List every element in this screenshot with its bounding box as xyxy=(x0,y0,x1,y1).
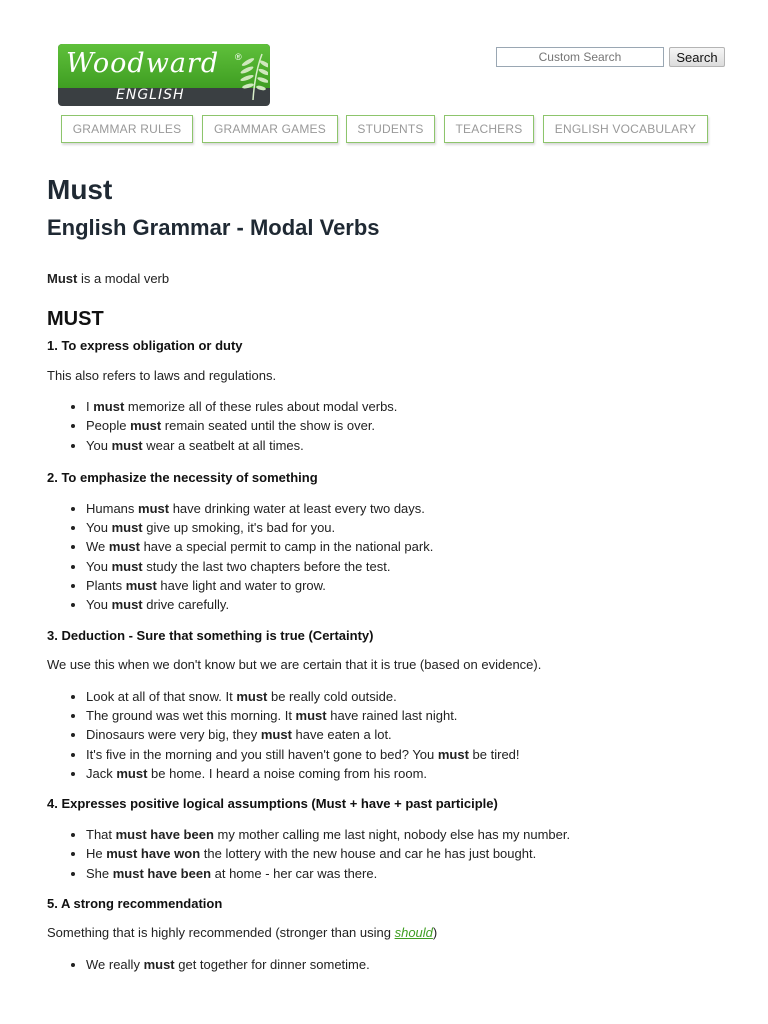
example-text: We really xyxy=(86,957,144,973)
point-1 xyxy=(47,337,727,455)
point-title: 3. Deduction - Sure that something is true (Certainty) xyxy=(47,627,374,643)
example-text: have rained last night. xyxy=(326,707,458,723)
modal-keyword: must have been xyxy=(112,865,212,881)
example-text: You xyxy=(86,558,112,574)
modal-keyword: must have won xyxy=(106,846,201,862)
modal-keyword: must xyxy=(116,765,148,781)
example-text: You xyxy=(86,437,112,453)
example-text: remain seated until the show is over. xyxy=(161,418,376,434)
logo-subtext: ENGLISH xyxy=(116,87,185,103)
example-item xyxy=(86,764,727,783)
example-list xyxy=(47,397,727,455)
fern-icon xyxy=(238,50,268,102)
nav-teachers[interactable]: TEACHERS xyxy=(444,115,534,143)
example-list xyxy=(47,499,727,615)
example-text: my mother calling me last night, nobody else has my number. xyxy=(213,827,571,843)
example-item xyxy=(86,706,727,725)
logo-registered-mark: ® xyxy=(235,52,242,62)
intro-bold: Must xyxy=(47,271,78,286)
example-item xyxy=(86,436,727,455)
modal-keyword: must xyxy=(111,558,143,574)
example-text: drive carefully. xyxy=(142,597,230,613)
example-item xyxy=(86,518,727,537)
modal-keyword: must xyxy=(143,957,175,973)
point-2 xyxy=(47,469,727,615)
example-item xyxy=(86,825,727,844)
example-item xyxy=(86,557,727,576)
example-text: Dinosaurs were very big, they xyxy=(86,727,261,743)
example-item xyxy=(86,499,727,518)
modal-keyword: must xyxy=(125,578,157,594)
example-item xyxy=(86,955,727,974)
example-item xyxy=(86,844,727,863)
example-text: People xyxy=(86,418,131,434)
modal-keyword: must xyxy=(260,727,292,743)
modal-keyword: must xyxy=(108,539,140,555)
example-text: study the last two chapters before the test. xyxy=(142,558,391,574)
example-item xyxy=(86,687,727,706)
example-list xyxy=(47,955,727,974)
example-text: You xyxy=(86,520,112,536)
desc-after: ) xyxy=(432,925,438,941)
nav-english-vocabulary[interactable]: ENGLISH VOCABULARY xyxy=(543,115,708,143)
should-link[interactable]: should xyxy=(394,925,433,941)
modal-keyword: must xyxy=(93,399,125,414)
example-text: give up smoking, it's bad for you. xyxy=(142,520,336,536)
example-text: be home. I heard a noise coming from his room. xyxy=(147,765,428,781)
modal-keyword: must xyxy=(111,437,143,453)
modal-keyword: must xyxy=(111,520,143,536)
page-title: Must xyxy=(47,174,113,205)
example-text: be tired! xyxy=(468,746,520,762)
page-subtitle: English Grammar - Modal Verbs xyxy=(47,215,380,240)
example-text: I xyxy=(86,399,94,414)
nav-students[interactable]: STUDENTS xyxy=(346,115,435,143)
woodward-logo[interactable] xyxy=(58,44,270,106)
example-item xyxy=(86,745,727,764)
modal-keyword: must xyxy=(437,746,469,762)
example-text: have eaten a lot. xyxy=(291,727,392,743)
example-text: Look at all of that snow. It xyxy=(86,688,237,704)
modal-keyword: must xyxy=(295,707,327,723)
nav-grammar-rules[interactable]: GRAMMAR RULES xyxy=(61,115,193,143)
point-title: 2. To emphasize the necessity of something xyxy=(47,469,318,485)
example-text: The ground was wet this morning. It xyxy=(86,707,296,723)
logo-wordmark: Woodward xyxy=(66,48,220,79)
example-item xyxy=(86,595,727,614)
example-list xyxy=(47,825,727,883)
example-text: the lottery with the new house and car he has just bought. xyxy=(200,846,537,862)
example-list xyxy=(47,687,727,783)
desc-before: Something that is highly recommended (stronger than using xyxy=(47,925,395,941)
example-item xyxy=(86,725,727,744)
section-heading: MUST xyxy=(47,308,104,330)
modal-keyword: must have been xyxy=(115,827,214,843)
point-title: 4. Expresses positive logical assumptions (Must + have + past participle) xyxy=(47,796,498,812)
point-4 xyxy=(47,795,727,883)
example-text: Plants xyxy=(86,578,126,594)
modal-keyword: must xyxy=(111,597,143,613)
point-description xyxy=(47,925,727,941)
point-3 xyxy=(47,627,727,783)
example-item xyxy=(86,416,727,435)
example-text: That xyxy=(86,827,116,843)
example-text: Jack xyxy=(86,765,117,781)
example-text: get together for dinner sometime. xyxy=(174,957,370,973)
modal-keyword: must xyxy=(138,500,170,516)
search-input[interactable] xyxy=(496,47,664,67)
search-button[interactable]: Search xyxy=(669,47,725,67)
point-description: This also refers to laws and regulations. xyxy=(47,368,277,383)
example-text: Humans xyxy=(86,500,139,516)
point-title: 5. A strong recommendation xyxy=(47,896,223,912)
example-item xyxy=(86,537,727,556)
main-content xyxy=(47,170,727,974)
point-5 xyxy=(47,895,727,974)
example-text: You xyxy=(86,597,112,613)
point-title: 1. To express obligation or duty xyxy=(47,338,243,353)
example-text: have light and water to grow. xyxy=(156,578,326,594)
nav-grammar-games[interactable]: GRAMMAR GAMES xyxy=(202,115,338,143)
example-text: be really cold outside. xyxy=(267,688,397,704)
intro-text xyxy=(47,271,727,287)
point-description: We use this when we don't know but we are certain that it is true (based on evidence). xyxy=(47,656,542,672)
modal-keyword: must xyxy=(130,418,162,434)
example-text: We xyxy=(86,539,109,555)
example-item xyxy=(86,576,727,595)
example-text: She xyxy=(86,865,113,881)
example-item xyxy=(86,864,727,883)
example-text: memorize all of these rules about modal verbs. xyxy=(124,399,398,414)
example-text: It's five in the morning and you still haven't gone to bed? You xyxy=(86,746,438,762)
example-text: He xyxy=(86,846,107,862)
example-text: at home - her car was there. xyxy=(211,865,378,881)
example-text: wear a seatbelt at all times. xyxy=(142,437,304,453)
example-item xyxy=(86,397,727,416)
modal-keyword: must xyxy=(236,688,268,704)
example-text: have a special permit to camp in the national park. xyxy=(139,539,434,555)
intro-rest: is a modal verb xyxy=(77,271,170,286)
example-text: have drinking water at least every two days. xyxy=(169,500,425,516)
